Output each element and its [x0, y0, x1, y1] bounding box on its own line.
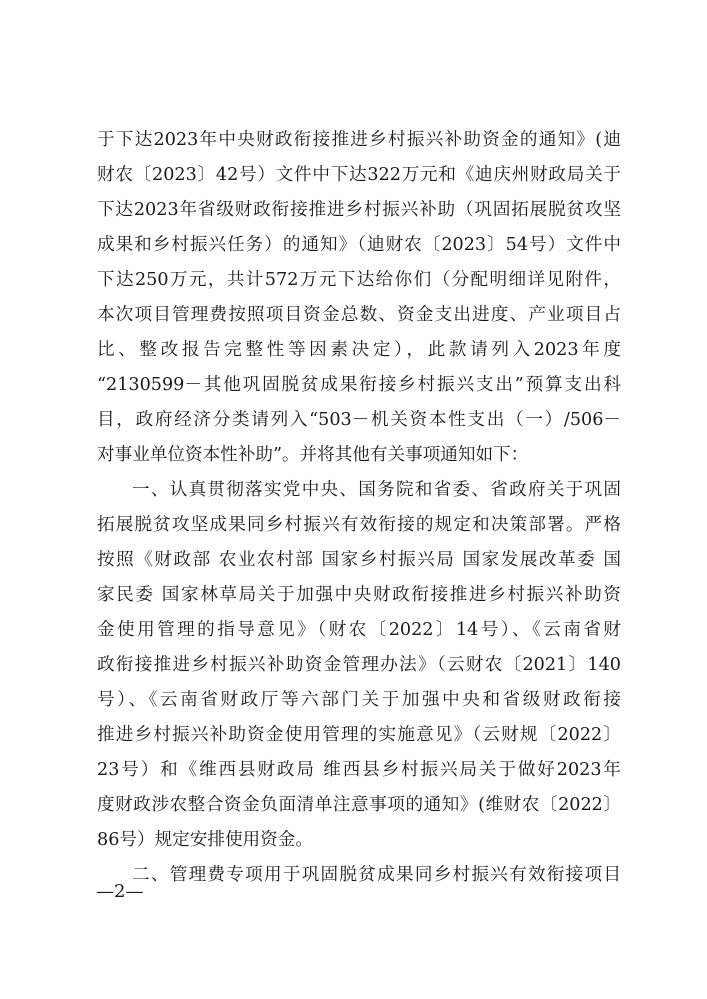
text-line: 拓展脱贫攻坚成果同乡村振兴有效衔接的规定和决策部署。严格	[97, 515, 621, 535]
text-line: 本次项目管理费按照项目资金总数、资金支出进度、产业项目占	[97, 305, 621, 325]
text-line: 家民委 国家林草局关于加强中央财政衔接推进乡村振兴补助资	[97, 585, 621, 605]
paragraph-first-line: 一、认真贯彻落实党中央、国务院和省委、省政府关于巩固	[132, 480, 621, 500]
text-line: 按照《财政部 农业农村部 国家乡村振兴局 国家发展改革委 国	[97, 550, 621, 570]
text-line: 金使用管理的指导意见》（财农〔2022〕14号）、《云南省财	[97, 620, 621, 640]
text-line: 86号）规定安排使用资金。	[97, 830, 313, 850]
document-body	[97, 123, 621, 893]
text-line: 推进乡村振兴补助资金使用管理的实施意见》（云财规〔2022〕	[97, 725, 621, 745]
text-line: 号）、《云南省财政厅等六部门关于加强中央和省级财政衔接	[97, 690, 621, 710]
text-line: 于下达2023年中央财政衔接推进乡村振兴补助资金的通知》(迪	[97, 130, 621, 150]
text-line: 下达2023年省级财政衔接推进乡村振兴补助（巩固拓展脱贫攻坚	[97, 200, 621, 220]
text-line: 目，政府经济分类请列入“503－机关资本性支出（一）/506－	[97, 410, 621, 430]
text-line: 对事业单位资本性补助”。并将其他有关事项通知如下：	[97, 445, 529, 465]
text-line: 财农〔2023〕42号）文件中下达322万元和《迪庆州财政局关于	[97, 165, 621, 185]
text-line: 政衔接推进乡村振兴补助资金管理办法》（云财农〔2021〕140	[97, 655, 621, 675]
text-line: 比、整改报告完整性等因素决定），此款请列入2023年度	[97, 340, 621, 360]
page-number: —2—	[96, 881, 144, 902]
text-line: 23号）和《维西县财政局 维西县乡村振兴局关于做好2023年	[97, 760, 621, 780]
text-line: 成果和乡村振兴任务）的通知》（迪财农〔2023〕54号）文件中	[97, 235, 621, 255]
paragraph-first-line: 二、管理费专项用于巩固脱贫成果同乡村振兴有效衔接项目	[132, 865, 621, 885]
text-line: 下达250万元，共计572万元下达给你们（分配明细详见附件，	[97, 270, 621, 290]
text-line: 度财政涉农整合资金负面清单注意事项的通知》(维财农〔2022〕	[97, 795, 621, 815]
text-line: “2130599－其他巩固脱贫成果衔接乡村振兴支出”预算支出科	[97, 375, 621, 395]
